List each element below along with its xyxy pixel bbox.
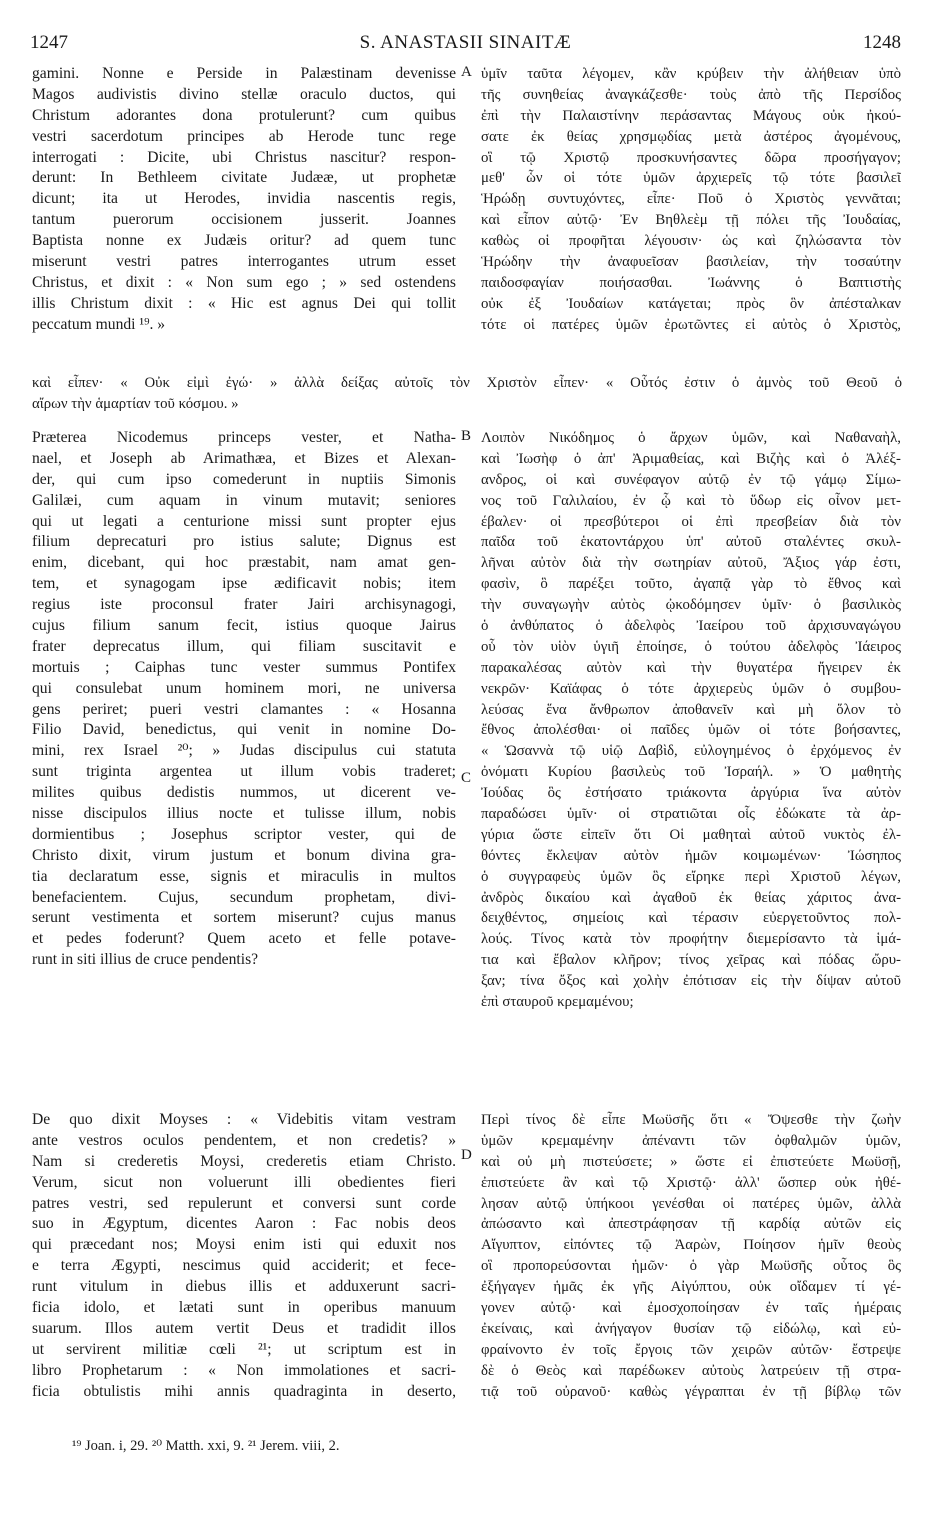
text-line: tantum puerorum occisionem jusserit. Joannes <box>32 211 456 229</box>
text-line: λῆναι αὐτὸν διὰ τὴν σωτηρίαν αὐτοῦ, Ἄξιος γάρ ἐστι, <box>481 555 901 572</box>
text-line: der, qui cum ipso comederunt in nuptiis Simonis <box>32 470 456 488</box>
text-line: regius iste proconsul frater Jairi archisynagogi, <box>32 596 456 614</box>
text-line: Christus, et dixit : « Non sum ego ; » sed ostendens <box>32 273 456 291</box>
text-line: σατε ἐκ θείας χρησμῳδίας μετὰ ἀστέρος ἀγομένους, <box>481 128 901 145</box>
text-line: Ἡρώδῃ συντυχόντες, εἶπε· Ποῦ ὁ Χριστὸς γεννᾶται; <box>481 191 901 208</box>
text-line: « Ὡσαννὰ τῷ υἱῷ Δαβὶδ, εὐλογημένος ὁ ἐρχόμενος ἐν <box>481 743 901 760</box>
text-line: οἳ προπορεύσονται ἡμῶν· ὁ γὰρ Μωϋσῆς οὗτος ὃς <box>481 1258 901 1275</box>
text-line: derunt: In Bethleem civitate Judææ, ut prophetæ <box>32 169 456 187</box>
text-line: παραδώσει ὑμῖν· οἱ στρατιῶται οἷς ἐδώκατε τὰ ἀρ- <box>481 806 901 823</box>
text-line: frater deprecatus illum, qui filiam suscitavit e <box>32 637 456 655</box>
text-line: ficia idolo, et lætati sunt in operibus manuum <box>32 1299 456 1317</box>
text-line: Nam si crederetis Moysi, crederetis etiam Christo. <box>32 1152 456 1170</box>
text-line: milites quibus dedistis nummos, ut dicerent ve- <box>32 784 456 802</box>
text-line: νος τοῦ Γαλιλαίου, ἐν ᾧ καὶ τὸ ὕδωρ εἰς οἶνον μετ- <box>481 492 901 509</box>
text-line: παιδοσφαγίαν ποιήσασθαι. Ἰωάννης ὁ Βαπτιστὴς <box>481 274 901 291</box>
text-line: ἀπώσαντο καὶ ἀπεστράφησαν τῇ καρδίᾳ αὐτῶν εἰς <box>481 1216 901 1233</box>
text-line: τὴν συναγωγὴν αὐτὸς ᾠκοδόμησεν ὑμῖν· ὁ βασιλικὸς <box>481 597 901 614</box>
text-line: Filio David, benedictus, qui venit in nomine Do- <box>32 721 456 739</box>
text-line: miserunt vestri patres interrogantes utrum esset <box>32 253 456 271</box>
text-line: e terra Ægypti, nescimus quid acciderit; et fece- <box>32 1257 456 1275</box>
section-marker-b: B <box>461 428 472 444</box>
page-header <box>30 32 901 60</box>
text-line: ficia obtulistis mihi annis quadraginta in deserto, <box>32 1382 456 1400</box>
text-line: runt vitulum in diebus illis et adduxerunt sacri- <box>32 1278 456 1296</box>
text-line: nisse discipulos illius nocte et tulisse illum, nobis <box>32 805 456 823</box>
text-line: τιᾷ τοῦ οὐρανοῦ· καθὼς γέγραπται ἐν τῇ βίβλῳ τῶν <box>481 1383 901 1400</box>
text-line: αἴρων τὴν ἁμαρτίαν τοῦ κόσμου. » <box>32 395 239 412</box>
text-line: nael, et Joseph ab Arimathæa, et Bizes et Alexan- <box>32 449 456 467</box>
text-line: suarum. Illos autem vertit Deus et tradidit illos <box>32 1319 456 1337</box>
text-line: qui præcedant nos; Moysi enim isti qui eduxit nos <box>32 1236 456 1254</box>
text-line: tem, et synagogam ipse ædificavit nobis; item <box>32 575 456 593</box>
text-line: cujus filium sanum fecit, istius quoque Jairus <box>32 617 456 635</box>
text-line: λεύσας ἕνα ἄνθρωπον ἀποθανεῖν καὶ μὴ ὅλον τὸ <box>481 701 901 718</box>
full-width-greek-lines <box>32 373 902 415</box>
text-line: dicunt; ita ut Herodes, invidia nascentis regis, <box>32 190 456 208</box>
text-line: λησαν αὐτῷ ὑπήκοοι γενέσθαι οἱ πατέρες ὑμῶν, ἀλλὰ <box>481 1195 901 1212</box>
text-line: peccatum mundi ¹⁹. » <box>32 315 166 333</box>
text-line: qui consulebat unum hominem mori, ne universa <box>32 679 456 697</box>
text-line: καὶ οὐ μὴ πιστεύσετε; » ὥστε εἰ ἐπιστεύετε Μωϋσῇ, <box>481 1153 901 1170</box>
text-line: illis Christum dixit : « Hic est agnus Dei qui tollit <box>32 294 456 312</box>
text-line: φραίνοντο ἐν τοῖς ἔργοις τῶν χειρῶν αὐτῶν· ἔστρεψε <box>481 1341 901 1358</box>
text-line: τότε οἱ πατέρες ὑμῶν ἐρωτῶντες εἰ αὐτὸς ὁ Χριστὸς, <box>481 316 901 333</box>
text-line: ἐκείναις, καὶ ἀνήγαγον θυσίαν τῷ εἰδώλῳ, καὶ εὐ- <box>481 1320 901 1337</box>
text-line: ὁ ἀνθύπατος ὁ ἀδελφὸς Ἰαείρου τοῦ ἀρχισυναγώγου <box>481 618 901 635</box>
greek-column-block-a <box>481 64 901 336</box>
text-line: έβαλεν· οἱ πρεσβύτεροι οἱ ἐπὶ πρεσβείαν διὰ τὸν <box>481 513 901 530</box>
text-line: οὐκ ἐξ Ἰουδαίων κατάγεται; πρὸς ὃν ἀπέσταλκαν <box>481 295 901 312</box>
text-line: runt in siti illius de cruce pendentis? <box>32 951 259 969</box>
text-line: patres vestri, sed repulerunt et conversi sunt corde <box>32 1194 456 1212</box>
text-line: παῖδα τοῦ ἑκατοντάρχου ὑπ' αὐτοῦ σταλέντες σκυλ- <box>481 534 901 551</box>
text-line: dormientibus ; Josephus scriptor vester, qui de <box>32 825 456 843</box>
text-line: Περὶ τίνος δὲ εἶπε Μωϋσῆς ὅτι « Ὄψεσθε τὴν ζωὴν <box>481 1112 901 1128</box>
text-line: καὶ εἶπεν· « Οὐκ εἰμὶ ἐγώ· » ἀλλὰ δείξας αὐτοῖς τὸν Χριστὸν εἶπεν· « Οὗτός ἐστιν ὁ ἀμνὸς τοῦ Θεοῦ ὁ <box>32 375 902 391</box>
text-line: ὑμῶν κρεμαμένην ἀπέναντι τῶν ὀφθαλμῶν ὑμῶν, <box>481 1132 901 1149</box>
text-line: ανδρος, οἱ καὶ συνέφαγον αὐτῷ ἐν τῷ γάμῳ Σίμω- <box>481 471 901 488</box>
text-line: sunt triginta argentea ut illum vobis traderet; <box>32 763 456 781</box>
text-line: et pedes foderunt? Quem aceto et felle potave- <box>32 930 456 948</box>
text-line: filium deprecaturi pro istius salute; Dignus est <box>32 533 456 551</box>
text-line: Ἰούδας ὃς ἐστήσατο τριάκοντα ἀργύρια ἵνα αὐτὸν <box>481 785 901 802</box>
text-line: libro Prophetarum : « Non immolationes et sacri- <box>32 1361 456 1379</box>
text-line: δειχθέντος, σημείοις καὶ τέρασιν εὐεργετοῦντος πολ- <box>481 910 901 927</box>
text-line: ὀνόματι Κυρίου βασιλεὺς τοῦ Ἰσραήλ. » Ὁ μαθητὴς <box>481 764 901 781</box>
text-line: νεκρῶν· Καϊάφας ὁ τότε ἀρχιερεὺς ὑμῶν ὁ συμβου- <box>481 680 901 697</box>
text-line: οἳ τῷ Χριστῷ προσκυνήσαντες δῶρα προσήγαγον; <box>481 149 901 166</box>
text-line: ἐπὶ σταυροῦ κρεμαμένου; <box>481 994 634 1011</box>
text-line: Baptista nonne ex Judæis oritur? ad quem tunc <box>32 232 456 250</box>
text-line: ξαν; τίνα ὄξος καὶ χολὴν ἐπότισαν εἰς τὴν δίψαν αὐτοῦ <box>481 973 901 990</box>
text-line: Christum adorantes dona protulerunt? cum quibus <box>32 106 456 124</box>
text-line: τια καὶ ἔβαλον κλῆρον; τίνος χεῖρας καὶ πόδας ὤρυ- <box>481 952 901 969</box>
section-marker-a: A <box>461 64 472 80</box>
text-line: gamini. Nonne e Perside in Palæstinam devenisse <box>32 65 456 82</box>
text-line: λούς. Τίνος κατὰ τὸν προφήτην διεμερίσαντο τὰ ἱμά- <box>481 931 901 948</box>
text-line: Magos audivistis divino stellæ oraculo ductos, qui <box>32 85 456 103</box>
text-line: ante vestros oculos pendentem, et non credetis? » <box>32 1131 456 1149</box>
text-line: μεθ' ὧν οἱ τότε ὑμῶν ἀρχιερεῖς τῷ τότε βασιλεῖ <box>481 170 901 187</box>
text-line: ὁ συγγραφεὺς ὑμῶν ὃς εἴρηκε περὶ Χριστοῦ λέγων, <box>481 868 901 885</box>
section-marker-c: C <box>461 770 472 786</box>
text-line: θόντες ἔκλεψαν αὐτὸν ἡμῶν κοιμωμένων· Ἰώσηπος <box>481 847 901 864</box>
text-line: vestri sacerdotum principes ab Herode tunc rege <box>32 127 456 145</box>
footnotes: ¹⁹ Joan. i, 29. ²⁰ Matth. xxi, 9. ²¹ Jerem. viii, 2. <box>72 1438 340 1454</box>
text-line: gens periret; pueri vestri clamantes : « Hosanna <box>32 700 456 718</box>
text-line: δὲ ὁ Θεὸς καὶ παρέδωκεν αὐτοὺς λατρεύειν τῇ στρα- <box>481 1362 901 1379</box>
text-line: benefacientem. Cujus, secundum prophetam, divi- <box>32 888 456 906</box>
section-marker-d: D <box>461 1147 472 1163</box>
text-line: καθὼς οἱ προφῆται λέγουσιν· ὡς καὶ ζηλώσαντα τὸν <box>481 233 901 250</box>
text-line: Verum, sicut non voluerunt illi obedientes fieri <box>32 1173 456 1191</box>
text-line: φασὶν, ὃ παρέξει τοῦτο, ἀγαπᾷ γὰρ τὸ ἔθνος καὶ <box>481 576 901 593</box>
text-line: καὶ Ἰωσὴφ ὁ ἀπ' Ἀριμαθείας, καὶ Βιζὴς καὶ ὁ Ἀλέξ- <box>481 450 901 467</box>
text-line: παρακαλέσας αὐτὸν καὶ τὴν θυγατέρα ἤγειρεν ἐκ <box>481 659 901 676</box>
greek-column-block-b <box>481 428 901 1013</box>
text-line: Ἡρώδην τὴν ἀναφυεῖσαν βασιλείαν, τὴν τοσαύτην <box>481 254 901 271</box>
text-line: ἀνδρὸς δικαίου καὶ ἀγαθοῦ ἐκ θείας χάριτος ἀνα- <box>481 889 901 906</box>
page-number-left: 1247 <box>30 32 68 53</box>
greek-column-block-d <box>481 1110 901 1402</box>
text-line: ἔθνος ἀπολέσθαι· οἱ παῖδες ὑμῶν οἱ τότε βοήσαντες, <box>481 722 901 739</box>
text-line: Λοιπὸν Νικόδημος ὁ ἄρχων ὑμῶν, καὶ Ναθαναὴλ, <box>481 430 901 446</box>
text-line: Αἴγυπτον, εἰπόντες τῷ Ἀαρὼν, Ποίησον ἡμῖν θεοὺς <box>481 1237 901 1254</box>
text-line: De quo dixit Moyses : « Videbitis vitam vestram <box>32 1111 456 1128</box>
text-line: ut servirent militiæ cœli ²¹; ut scriptum est in <box>32 1340 456 1358</box>
latin-column-block-a <box>32 64 456 336</box>
text-line: enim, dicebant, qui hoc præstabit, nam amat gen- <box>32 554 456 572</box>
text-line: Galilæi, cum aquam in vinum mutavit; seniores <box>32 491 456 509</box>
latin-column-block-d <box>32 1110 456 1402</box>
text-line: interrogati : Dicite, ubi Christus nascitur? respon- <box>32 148 456 166</box>
text-line: mortuis ; Caiphas tunc vester summus Pontifex <box>32 658 456 676</box>
text-line: Præterea Nicodemus princeps vester, et Natha- <box>32 429 456 446</box>
text-line: ἐξήγαγεν ἡμᾶς ἐκ γῆς Αἰγύπτου, οὐκ οἴδαμεν τί γέ- <box>481 1279 901 1296</box>
text-line: Christo dixit, virum justum et bonum divina gra- <box>32 846 456 864</box>
text-line: γονεν αὐτῷ· καὶ ἐμοσχοποίησαν ἐν ταῖς ἡμέραις <box>481 1300 901 1317</box>
text-line: serunt vestimenta et sortem miserunt? cujus manus <box>32 909 456 927</box>
text-line: ὑμῖν ταῦτα λέγομεν, κἂν κρύβειν τὴν ἀλήθειαν ὑπὸ <box>481 66 901 82</box>
text-line: qui ut legati a centurione missi sunt propter ejus <box>32 512 456 530</box>
text-line: οὗ τὸν υἱὸν ὑγιῆ ἐποίησε, ὁ τούτου ἀδελφὸς Ἰάειρος <box>481 638 901 655</box>
text-line: γύρια ὥστε εἰπεῖν ὅτι Οἱ μαθηταὶ αὐτοῦ νυκτὸς ἐλ- <box>481 826 901 843</box>
text-line: ἐπὶ τὴν Παλαιστίνην περάσαντας Μάγους οὐκ ἠκού- <box>481 107 901 124</box>
text-line: ἐπιστεύετε ἂν καὶ τῷ Χριστῷ· ἀλλ' ὥσπερ οὐκ ἠθέ- <box>481 1174 901 1191</box>
running-title: S. ANASTASII SINAITÆ <box>359 32 572 53</box>
text-line: mini, rex Israel ²⁰; » Judas discipulus cui statuta <box>32 742 456 760</box>
page-number-right: 1248 <box>863 32 901 53</box>
text-line: tia declaratum esse, signis et miraculis in multos <box>32 867 456 885</box>
text-line: καὶ εἶπον αὐτῷ· Ἐν Βηθλεὲμ τῇ πόλει τῆς Ἰουδαίας, <box>481 212 901 229</box>
text-line: suo in Ægyptum, dicentes Aaron : Fac nobis deos <box>32 1215 456 1233</box>
latin-column-block-b <box>32 428 456 971</box>
text-line: τῆς συνηθείας ἀναγκάζεσθε· τοὺς ἀπὸ τῆς Περσίδος <box>481 86 901 103</box>
